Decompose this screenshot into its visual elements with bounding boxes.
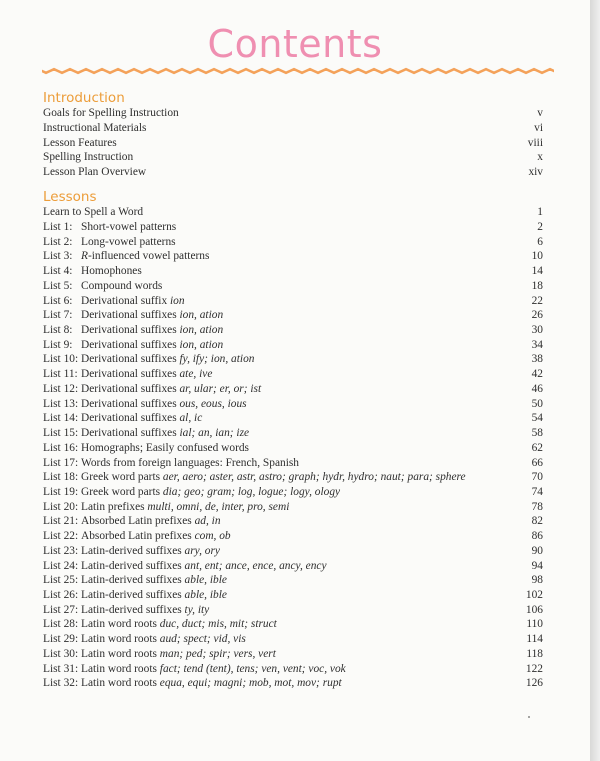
entry-italic-terms: aud; spect; vid, vis bbox=[159, 633, 246, 646]
toc-list-entry[interactable] bbox=[43, 617, 543, 632]
page-number: x bbox=[537, 151, 543, 164]
page-number: 98 bbox=[531, 574, 543, 587]
entry-italic-terms: fy, ify; ion, ation bbox=[179, 353, 255, 366]
toc-list-entry[interactable] bbox=[43, 352, 543, 367]
page-title: Contents bbox=[207, 22, 383, 66]
entry-italic-terms: ion, ation bbox=[179, 338, 224, 351]
page-edge bbox=[590, 0, 600, 761]
entry-description: Derivational suffixes bbox=[81, 368, 180, 381]
entry-description: Derivational suffix bbox=[81, 294, 170, 307]
list-number: List 31: bbox=[43, 662, 79, 675]
entry-description: Derivational suffixes bbox=[81, 382, 180, 395]
entry-italic-terms: man; ped; spir; vers, vert bbox=[159, 647, 276, 660]
toc-list-entry[interactable] bbox=[43, 676, 543, 691]
entry-description: Latin-derived suffixes bbox=[81, 589, 185, 601]
entry-description: Derivational suffixes bbox=[81, 427, 180, 440]
page-number: 62 bbox=[531, 441, 543, 454]
toc-list-entry[interactable] bbox=[43, 603, 543, 618]
entry-text bbox=[81, 220, 176, 235]
entry-description: Words from foreign languages: French, Spanish bbox=[81, 456, 299, 469]
page-number: 66 bbox=[531, 456, 543, 469]
entry-text bbox=[81, 529, 231, 544]
page-number: 114 bbox=[526, 633, 543, 646]
toc-list-entry[interactable] bbox=[43, 426, 543, 441]
toc-list-entry[interactable] bbox=[43, 338, 543, 353]
entry-italic-terms: duc, duct; mis, mit; struct bbox=[159, 618, 277, 631]
entry-text bbox=[81, 308, 223, 323]
lessons-heading: Lessons bbox=[43, 189, 97, 205]
list-number: List 26: bbox=[43, 589, 79, 601]
entry-description: Derivational suffixes bbox=[81, 353, 180, 366]
toc-list-entry[interactable] bbox=[43, 441, 543, 456]
page-number: 58 bbox=[531, 427, 543, 440]
entry-text bbox=[81, 367, 212, 382]
list-number: List 23: bbox=[43, 544, 79, 557]
entry-description: Homophones bbox=[81, 265, 142, 278]
entry-italic-terms: ion, ation bbox=[179, 324, 224, 337]
entry-italic-terms: ant, ent; ance, ence, ancy, ency bbox=[184, 559, 327, 572]
page-mark bbox=[528, 716, 530, 718]
page-number: 54 bbox=[531, 412, 543, 425]
list-number: List 17: bbox=[43, 456, 79, 469]
entry-text bbox=[81, 573, 227, 588]
entry-description: Derivational suffixes bbox=[81, 412, 180, 425]
entry-description: Latin word roots bbox=[81, 633, 160, 646]
entry-italic-terms: ate, ive bbox=[179, 368, 213, 381]
list-number: List 29: bbox=[43, 633, 79, 646]
page-number: 38 bbox=[531, 353, 543, 366]
entry-label: Lesson Features bbox=[43, 136, 117, 149]
entry-text bbox=[81, 382, 261, 397]
entry-description: Absorbed Latin prefixes bbox=[81, 530, 195, 543]
toc-list-entry[interactable] bbox=[43, 514, 543, 529]
page-number: 78 bbox=[531, 500, 543, 513]
list-number: List 24: bbox=[43, 559, 79, 572]
toc-list-entry[interactable] bbox=[43, 294, 543, 309]
entry-text bbox=[81, 264, 142, 279]
entry-text bbox=[81, 235, 176, 250]
toc-list-entry[interactable] bbox=[43, 573, 543, 588]
page-number: 14 bbox=[531, 265, 543, 278]
entry-description: Greek word parts bbox=[81, 471, 163, 484]
toc-list-entry[interactable] bbox=[43, 264, 543, 279]
page-number: 26 bbox=[531, 309, 543, 322]
list-number: List 10: bbox=[43, 353, 79, 366]
toc-list-entry[interactable] bbox=[43, 323, 543, 338]
toc-list-entry[interactable] bbox=[43, 500, 543, 515]
entry-description: Derivational suffixes bbox=[81, 309, 180, 322]
entry-description: Derivational suffixes bbox=[81, 338, 180, 351]
page-number: 10 bbox=[531, 250, 543, 263]
entry-italic-terms: aer, aero; aster, astr, astro; graph; hydr, hydro; naut; para; sphere bbox=[162, 471, 466, 484]
entry-text bbox=[81, 426, 249, 441]
list-number: List 20: bbox=[43, 500, 79, 513]
entry-italic-terms: al, ic bbox=[179, 412, 203, 425]
entry-description: Long-vowel patterns bbox=[81, 235, 176, 248]
entry-description: Latin-derived suffixes bbox=[81, 603, 185, 616]
entry-description: Latin prefixes bbox=[81, 500, 148, 513]
entry-description: Latin-derived suffixes bbox=[81, 544, 185, 557]
toc-list-entry[interactable] bbox=[43, 470, 543, 485]
entry-description: Derivational suffixes bbox=[81, 324, 180, 337]
entry-text bbox=[81, 279, 162, 294]
list-number: List 13: bbox=[43, 397, 79, 410]
list-number: List 21: bbox=[43, 515, 79, 528]
list-number: List 3: bbox=[43, 250, 73, 263]
entry-text bbox=[81, 632, 246, 647]
wavy-divider bbox=[42, 67, 554, 75]
toc-list-entry[interactable] bbox=[43, 632, 543, 647]
list-number: List 9: bbox=[43, 338, 73, 351]
list-number: List 15: bbox=[43, 427, 79, 440]
page-number: 34 bbox=[531, 338, 543, 351]
toc-entry[interactable] bbox=[43, 165, 543, 180]
page-number: 18 bbox=[531, 279, 543, 292]
entry-text bbox=[81, 485, 340, 500]
page-number: 122 bbox=[525, 662, 543, 675]
list-number: List 14: bbox=[43, 412, 79, 425]
entry-text bbox=[81, 603, 209, 618]
entry-label: Instructional Materials bbox=[43, 121, 147, 134]
list-number: List 16: bbox=[43, 441, 79, 454]
toc-list-entry[interactable] bbox=[43, 485, 543, 500]
introduction-heading: Introduction bbox=[43, 90, 125, 106]
page-number: v bbox=[537, 107, 543, 119]
entry-description: Latin word roots bbox=[81, 662, 160, 675]
list-number: List 28: bbox=[43, 618, 79, 631]
page-number: 50 bbox=[531, 397, 543, 410]
entry-text bbox=[81, 544, 220, 559]
entry-text bbox=[81, 294, 185, 309]
entry-text bbox=[81, 441, 249, 456]
page-number: 46 bbox=[531, 382, 543, 395]
page-number: viii bbox=[527, 136, 543, 149]
toc-list-entry[interactable] bbox=[43, 308, 543, 323]
page-number: 90 bbox=[531, 544, 543, 557]
toc-list-entry[interactable] bbox=[43, 647, 543, 662]
entry-italic-terms: ial; an, ian; ize bbox=[179, 427, 250, 440]
entry-description: Absorbed Latin prefixes bbox=[81, 515, 195, 528]
entry-italic-terms: multi, omni, de, inter, pro, semi bbox=[147, 500, 290, 513]
toc-entry[interactable] bbox=[43, 150, 543, 165]
entry-text bbox=[81, 588, 227, 603]
entry-text bbox=[81, 352, 254, 367]
toc-entry[interactable] bbox=[43, 205, 543, 220]
entry-italic-terms: ty, ity bbox=[184, 603, 210, 616]
toc-list-entry[interactable] bbox=[43, 544, 543, 559]
list-number: List 4: bbox=[43, 265, 73, 278]
entry-label: Learn to Spell a Word bbox=[43, 206, 144, 218]
entry-label: Spelling Instruction bbox=[43, 151, 134, 164]
toc-list-entry[interactable] bbox=[43, 382, 543, 397]
entry-description: Latin word roots bbox=[81, 647, 160, 660]
entry-italic-terms: ad, in bbox=[194, 515, 221, 528]
list-number: List 30: bbox=[43, 647, 79, 660]
toc-list-entry[interactable] bbox=[43, 367, 543, 382]
entry-text bbox=[81, 338, 223, 353]
entry-italic-terms: com, ob bbox=[194, 530, 231, 543]
list-number: List 2: bbox=[43, 235, 73, 248]
page-number: 102 bbox=[525, 589, 543, 601]
toc-list-entry[interactable] bbox=[43, 529, 543, 544]
entry-italic-prefix: R bbox=[81, 250, 88, 263]
page-number: vi bbox=[534, 121, 543, 134]
toc-list-entry[interactable] bbox=[43, 456, 543, 471]
toc-list-entry[interactable] bbox=[43, 559, 543, 574]
entry-italic-terms: ion, ation bbox=[179, 309, 224, 322]
page-number: 126 bbox=[525, 677, 543, 690]
toc-list-entry[interactable] bbox=[43, 220, 543, 235]
toc-list-entry[interactable] bbox=[43, 588, 543, 603]
entry-italic-terms: fact; tend (tent), tens; ven, vent; voc, vok bbox=[159, 662, 346, 675]
entry-text bbox=[81, 514, 221, 529]
entry-description: Short-vowel patterns bbox=[81, 221, 177, 233]
entry-italic-terms: dia; geo; gram; log, logue; logy, ology bbox=[162, 485, 341, 498]
entry-description: Greek word parts bbox=[81, 485, 163, 498]
page-number: 118 bbox=[526, 647, 543, 660]
list-number: List 22: bbox=[43, 530, 79, 543]
entry-description: Latin word roots bbox=[81, 618, 160, 631]
entry-label: Goals for Spelling Instruction bbox=[43, 107, 179, 119]
page-number: 70 bbox=[531, 471, 543, 484]
page-number: 6 bbox=[537, 235, 543, 248]
page-number: 1 bbox=[537, 206, 543, 218]
entry-description: Derivational suffixes bbox=[81, 397, 180, 410]
page-number: xiv bbox=[528, 166, 543, 179]
entry-description: Latin-derived suffixes bbox=[81, 574, 185, 587]
toc-list-entry[interactable] bbox=[43, 397, 543, 412]
entry-description: Latin word roots bbox=[81, 677, 160, 690]
list-number: List 18: bbox=[43, 471, 79, 484]
toc-list-entry[interactable] bbox=[43, 279, 543, 294]
page-number: 110 bbox=[526, 618, 543, 631]
entry-label: Lesson Plan Overview bbox=[43, 166, 147, 179]
entry-text bbox=[81, 470, 466, 485]
entry-italic-terms: ous, eous, ious bbox=[179, 397, 247, 410]
list-number: List 32: bbox=[43, 677, 79, 690]
list-number: List 19: bbox=[43, 485, 79, 498]
entry-text bbox=[81, 559, 327, 574]
page-number: 2 bbox=[537, 221, 543, 233]
entry-description: Compound words bbox=[81, 279, 163, 292]
list-number: List 12: bbox=[43, 382, 79, 395]
entry-text bbox=[81, 456, 299, 471]
entry-text bbox=[81, 647, 276, 662]
toc-list-entry[interactable] bbox=[43, 249, 543, 264]
list-number: List 8: bbox=[43, 324, 73, 337]
entry-text bbox=[81, 662, 346, 677]
page-number: 86 bbox=[531, 530, 543, 543]
toc-entry[interactable] bbox=[43, 106, 543, 121]
entry-description: Latin-derived suffixes bbox=[81, 559, 185, 572]
entry-text bbox=[81, 500, 289, 515]
page-number: 22 bbox=[531, 294, 543, 307]
entry-text bbox=[81, 411, 202, 426]
toc-list-entry[interactable] bbox=[43, 235, 543, 250]
entry-text bbox=[81, 323, 223, 338]
list-number: List 1: bbox=[43, 221, 73, 233]
page-number: 30 bbox=[531, 324, 543, 337]
entry-text bbox=[81, 617, 277, 632]
list-number: List 6: bbox=[43, 294, 73, 307]
entry-description: -influenced vowel patterns bbox=[87, 250, 210, 263]
list-number: List 11: bbox=[43, 368, 78, 381]
list-number: List 27: bbox=[43, 603, 79, 616]
entry-text bbox=[81, 397, 247, 412]
entry-italic-terms: able, ible bbox=[184, 589, 227, 601]
list-number: List 5: bbox=[43, 279, 73, 292]
page-number: 94 bbox=[531, 559, 543, 572]
entry-text bbox=[81, 676, 342, 691]
list-number: List 7: bbox=[43, 309, 73, 322]
entry-description: Homographs; Easily confused words bbox=[81, 441, 249, 454]
entry-italic-terms: equa, equi; magni; mob, mot, mov; rupt bbox=[159, 677, 342, 690]
toc-list-entry[interactable] bbox=[43, 662, 543, 677]
entry-text bbox=[81, 249, 209, 264]
entry-italic-terms: ar, ular; er, or; ist bbox=[179, 382, 262, 395]
toc-entry[interactable] bbox=[43, 136, 543, 151]
page-number: 42 bbox=[531, 368, 543, 381]
toc-list-entry[interactable] bbox=[43, 411, 543, 426]
list-number: List 25: bbox=[43, 574, 79, 587]
entry-italic-terms: ary, ory bbox=[184, 544, 220, 557]
toc-entry[interactable] bbox=[43, 121, 543, 136]
entry-italic-terms: able, ible bbox=[184, 574, 227, 587]
page-number: 106 bbox=[525, 603, 543, 616]
page-number: 74 bbox=[531, 485, 543, 498]
entry-italic-terms: ion bbox=[170, 294, 185, 307]
page-number: 82 bbox=[531, 515, 543, 528]
